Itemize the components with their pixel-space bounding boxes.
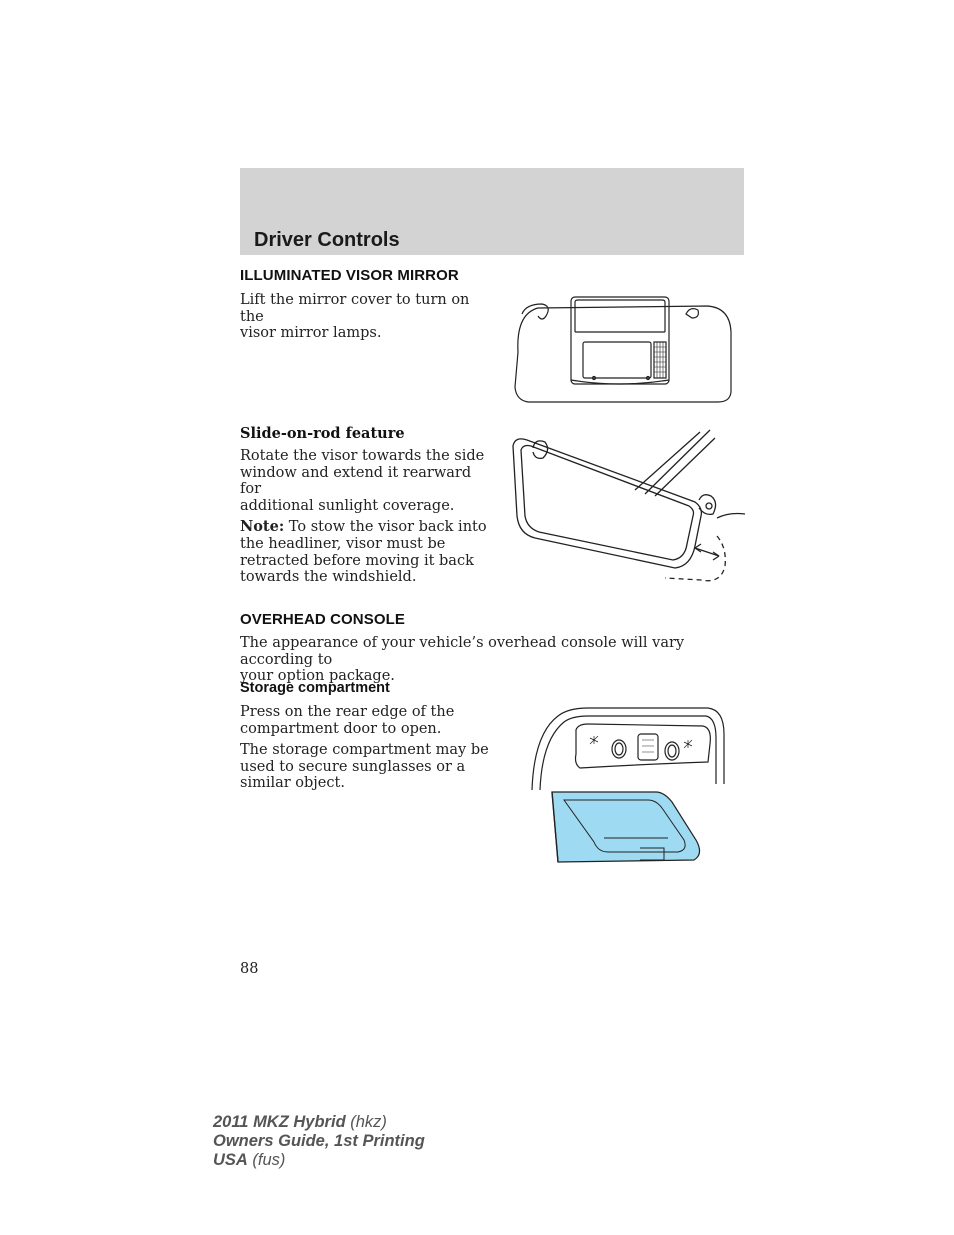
- page-number: 88: [240, 961, 259, 977]
- page-title: Driver Controls: [254, 229, 400, 251]
- text-line: towards the windshield.: [240, 569, 417, 586]
- text-line: Rotate the visor towards the side: [240, 448, 485, 464]
- section-heading-overhead-console: OVERHEAD CONSOLE: [240, 611, 405, 628]
- text-line: Press on the rear edge of the: [240, 704, 455, 720]
- footer-model: 2011 MKZ Hybrid: [213, 1113, 346, 1131]
- slide-on-rod-text: [240, 448, 490, 586]
- footer-model-code: (hkz): [345, 1113, 387, 1131]
- footer-guide: Owners Guide, 1st Printing: [213, 1132, 425, 1150]
- footer-market: USA: [213, 1151, 248, 1169]
- footer: [213, 1113, 425, 1170]
- text-line: retracted before moving it back: [240, 552, 474, 569]
- text-line: similar object.: [240, 775, 345, 792]
- note-label: Note:: [240, 518, 285, 536]
- slide-on-rod-illustration: [505, 426, 747, 588]
- subheading-slide-on-rod: Slide-on-rod feature: [240, 425, 405, 442]
- text-line: Lift the mirror cover to turn on the: [240, 292, 470, 325]
- overhead-console-illustration: [528, 704, 728, 864]
- text-line: used to secure sunglasses or a: [240, 758, 466, 775]
- footer-line: [213, 1132, 425, 1151]
- text-line: visor mirror lamps.: [240, 325, 382, 342]
- footer-market-code: (fus): [247, 1151, 286, 1169]
- text-line: window and extend it rearward for: [240, 464, 472, 498]
- section-heading-visor-mirror: ILLUMINATED VISOR MIRROR: [240, 267, 459, 284]
- text-line: To stow the visor back into: [284, 519, 487, 536]
- footer-line: [213, 1151, 425, 1170]
- text-line: the headliner, visor must be: [240, 535, 446, 552]
- visor-mirror-text: [240, 292, 490, 342]
- text-line: additional sunlight coverage.: [240, 497, 455, 514]
- footer-line: [213, 1113, 425, 1132]
- text-line: The storage compartment may be: [240, 742, 489, 759]
- storage-compartment-text: [240, 704, 490, 792]
- header-band: [240, 168, 744, 255]
- note-line: [240, 519, 490, 536]
- text-line: your option package.: [240, 668, 395, 685]
- subheading-storage-compartment: Storage compartment: [240, 680, 390, 696]
- text-line: The appearance of your vehicle’s overhead console will vary according to: [240, 635, 685, 668]
- visor-mirror-illustration: [508, 292, 738, 407]
- overhead-console-text: [240, 635, 750, 685]
- text-line: compartment door to open.: [240, 720, 442, 737]
